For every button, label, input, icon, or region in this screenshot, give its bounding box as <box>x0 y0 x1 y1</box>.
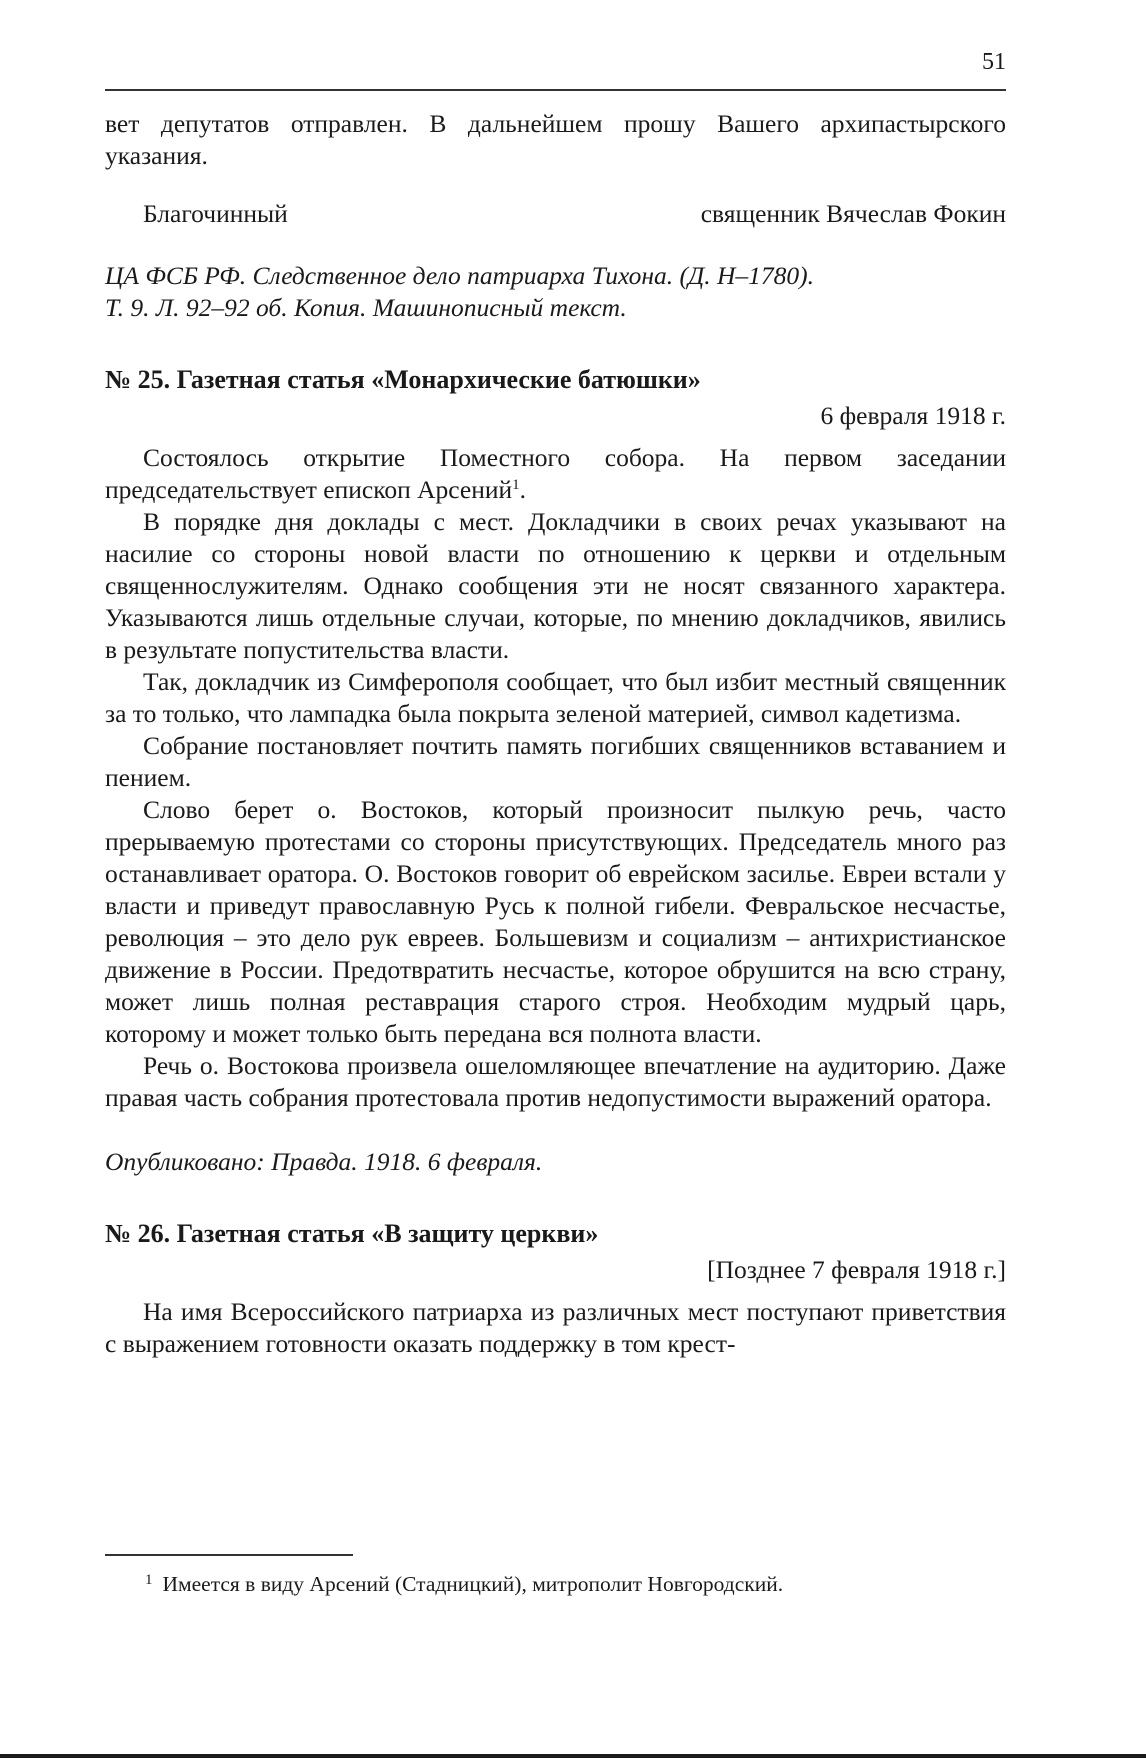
signature-role: Благочинный <box>143 199 288 228</box>
doc-25-paragraph-6: Речь о. Востокова произвела ошеломляющее впечатление на аудиторию. Даже правая часть собрания протестовала против недопустимости выражений оратора. <box>105 1051 1006 1112</box>
doc-26-date: [Позднее 7 февраля 1918 г.] <box>707 1255 1006 1284</box>
doc-25-paragraph-3: Так, докладчик из Симферополя сообщает, что был избит местный священник за то только, что лампадка была покрыта зеленой материей, символ кадетизма. <box>105 667 1006 728</box>
doc-25-published: Опубликовано: Правда. 1918. 6 февраля. <box>105 1147 543 1176</box>
doc-25-paragraph-4: Собрание постановляет почтить память погибших священников вставанием и пением. <box>105 731 1006 792</box>
footnote <box>145 1570 1006 1598</box>
archive-source <box>105 260 1006 324</box>
header-rule <box>105 89 1006 91</box>
archive-source-line-2: Т. 9. Л. 92–92 об. Копия. Машинописный текст. <box>105 293 627 322</box>
doc-25-paragraph-2: В порядке дня доклады с мест. Докладчики в своих речах указывают на насилие со стороны новой власти по отношению к церкви и отдельным священнослужителям. Однако сообщения эти не носят связанного характера. Указываются лишь отдельные случаи, которые, по мнению докладчиков, явились в результате попустительства власти. <box>105 507 1006 664</box>
continuation-paragraph: вет депутатов отправлен. В дальнейшем прошу Вашего архипастырского указания. <box>105 109 1006 170</box>
footnote-text: Имеется в виду Арсений (Стадницкий), митрополит Новгородский. <box>162 1572 784 1596</box>
doc-25-paragraph-1 <box>105 442 1006 506</box>
doc-25-title: № 25. Газетная статья «Монархические батюшки» <box>105 365 701 394</box>
scan-edge <box>0 1754 1146 1758</box>
footnote-rule <box>105 1554 353 1556</box>
page-number: 51 <box>982 49 1006 75</box>
signature-block <box>105 198 1006 230</box>
footnote-mark: 1 <box>145 1572 153 1588</box>
page-body <box>105 108 1006 1360</box>
doc-26-title: № 26. Газетная статья «В защиту церкви» <box>105 1219 599 1248</box>
footnote-ref: 1 <box>512 477 520 493</box>
doc-25-paragraph-1-text: Состоялось открытие Поместного собора. На первом заседании председательствует епископ Арсений <box>105 443 1006 504</box>
archive-source-line-1: ЦА ФСБ РФ. Следственное дело патриарха Тихона. (Д. Н–1780). <box>105 261 815 290</box>
doc-25-paragraph-1-end: . <box>519 475 527 504</box>
doc-25-paragraph-5: Слово берет о. Востоков, который произносит пылкую речь, часто прерываемую протестами со стороны присутствующих. Председатель много раз останавливает оратора. О. Востоков говорит об еврейском засилье. Евреи встали у власти и приведут православную Русь к полной гибели. Февральское несчастье, революция – это дело рук евреев. Большевизм и социализм – антихристианское движение в России. Предотвратить несчастье, которое обрушится на всю страну, может лишь полная реставрация старого строя. Необходим мудрый царь, которому и может только быть передана вся полнота власти. <box>105 795 1006 1048</box>
doc-25-date: 6 февраля 1918 г. <box>820 401 1006 430</box>
doc-26-paragraph-1: На имя Всероссийского патриарха из различных мест поступают приветствия с выражением готовности оказать поддержку в том крест- <box>105 1297 1006 1358</box>
signature-name: священник Вячеслав Фокин <box>700 199 1006 228</box>
